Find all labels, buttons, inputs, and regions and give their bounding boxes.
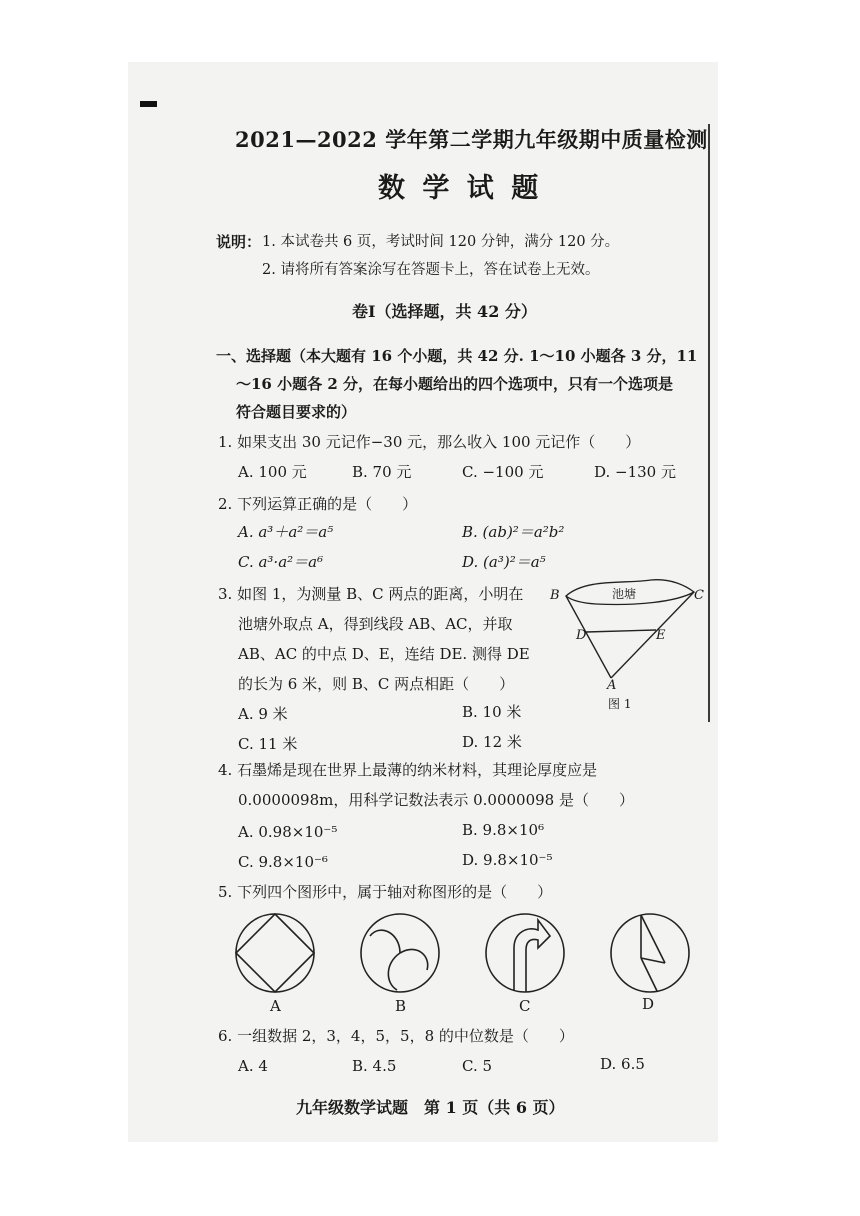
section-intro-line-3: 符合题目要求的）: [236, 403, 357, 421]
q5-label-d: D: [642, 995, 655, 1013]
subject-title: 数 学 试 题: [378, 173, 543, 204]
q2-option-d: D. (a³)²＝a⁵: [462, 553, 546, 571]
segment-de: [586, 630, 656, 632]
q3-line-1: 3. 如图 1，为测量 B、C 两点的距离，小明在: [218, 585, 524, 603]
q4-line-2: 0.0000098m，用科学记数法表示 0.0000098 是（ ）: [238, 791, 634, 809]
q5-figure-a: [230, 908, 320, 998]
q4-line-1: 4. 石墨烯是现在世界上最薄的纳米材料，其理论厚度应是: [218, 761, 598, 779]
page-footer: 九年级数学试题 第 1 页（共 6 页）: [296, 1098, 565, 1117]
q5-label-c: C: [519, 997, 531, 1015]
figure-1-caption: 图 1: [608, 697, 632, 711]
q2-option-b: B. (ab)²＝a²b²: [462, 523, 565, 541]
point-e-label: E: [656, 628, 666, 643]
q3-option-b: B. 10 米: [462, 703, 522, 721]
q4-option-b: B. 9.8×10⁶: [462, 821, 545, 839]
segment-ab: [566, 596, 611, 678]
point-b-label: B: [550, 588, 560, 603]
q3-option-c: C. 11 米: [238, 735, 298, 753]
q6-stem: 6. 一组数据 2，3，4，5，5，8 的中位数是（ ）: [218, 1027, 574, 1045]
point-a-label: A: [607, 678, 617, 693]
q3-line-3: AB、AC 的中点 D、E，连结 DE. 测得 DE: [238, 645, 530, 663]
q4-option-a: A. 0.98×10⁻⁵: [238, 823, 338, 841]
exam-title: 2021—2022 学年第二学期九年级期中质量检测: [235, 127, 708, 152]
instructions-label: 说明：: [216, 233, 262, 251]
q1-option-c: C. −100 元: [462, 463, 544, 481]
pond-label: 池塘: [612, 587, 637, 601]
point-d-label: D: [576, 628, 587, 643]
q2-stem: 2. 下列运算正确的是（ ）: [218, 495, 418, 513]
q5-label-b: B: [395, 997, 407, 1015]
q5-figure-b: [355, 908, 445, 998]
section-intro-line-2: ～16 小题各 2 分，在每小题给出的四个选项中，只有一个选项是: [236, 375, 673, 393]
q6-option-a: A. 4: [238, 1057, 268, 1075]
section-intro-line-1: 一、选择题（本大题有 16 个小题，共 42 分. 1～10 小题各 3 分，11: [216, 347, 698, 365]
q4-option-c: C. 9.8×10⁻⁶: [238, 853, 328, 871]
q4-option-d: D. 9.8×10⁻⁵: [462, 851, 553, 869]
q5-label-a: A: [270, 997, 281, 1015]
q6-option-c: C. 5: [462, 1057, 493, 1075]
q3-option-d: D. 12 米: [462, 733, 522, 751]
q5-figure-c: [480, 908, 570, 998]
q6-option-d: D. 6.5: [600, 1055, 645, 1073]
q2-option-a: A. a³＋a²＝a⁵: [238, 523, 334, 541]
point-c-label: C: [694, 588, 704, 603]
q2-option-c: C. a³·a²＝a⁶: [238, 553, 324, 571]
q5-stem: 5. 下列四个图形中，属于轴对称图形的是（ ）: [218, 883, 553, 901]
binding-line: [708, 124, 710, 722]
q3-line-2: 池塘外取点 A，得到线段 AB、AC，并取: [238, 615, 513, 633]
section-heading: 卷Ⅰ（选择题，共 42 分）: [352, 302, 537, 321]
registration-mark: [140, 101, 157, 107]
q6-option-b: B. 4.5: [352, 1057, 397, 1075]
q1-option-d: D. −130 元: [594, 463, 676, 481]
instruction-line-1: 1. 本试卷共 6 页，考试时间 120 分钟，满分 120 分。: [262, 234, 620, 250]
q1-option-b: B. 70 元: [352, 463, 412, 481]
q3-option-a: A. 9 米: [238, 705, 288, 723]
q1-option-a: A. 100 元: [238, 463, 307, 481]
q3-line-4: 的长为 6 米，则 B、C 两点相距（ ）: [238, 675, 515, 693]
instruction-line-2: 2. 请将所有答案涂写在答题卡上，答在试卷上无效。: [262, 262, 600, 278]
q5-figure-d: [605, 908, 695, 998]
q1-stem: 1. 如果支出 30 元记作−30 元，那么收入 100 元记作（ ）: [218, 433, 641, 451]
